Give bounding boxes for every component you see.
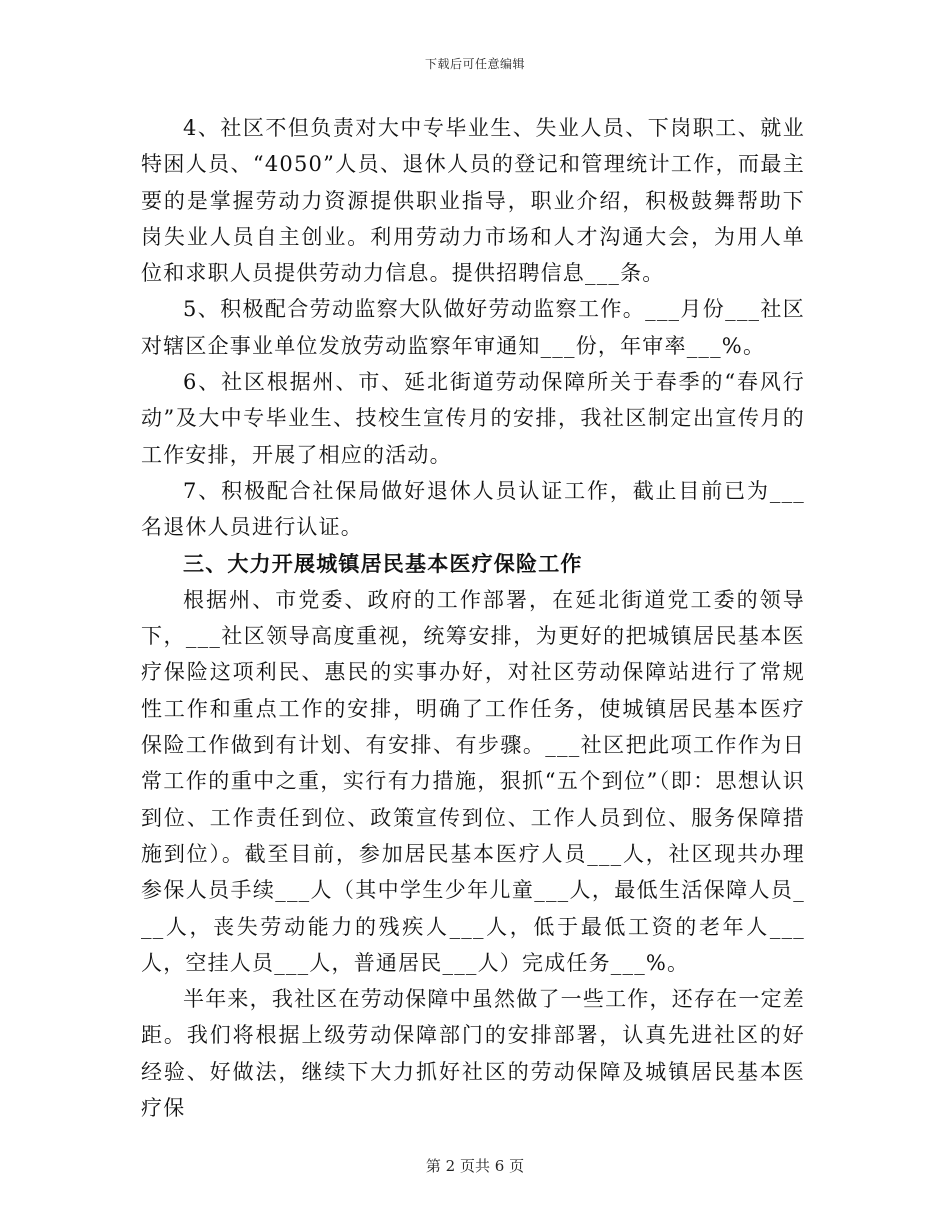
page-header: 下载后可任意编辑 [424,57,525,71]
paragraph-item-7: 7、积极配合社保局做好退休人员认证工作，截止目前已为___名退休人员进行认证。 [141,478,805,540]
paragraph-summary: 半年来，我社区在劳动保障中虽然做了一些工作，还存在一定差距。我们将根据上级劳动保障部门的安排部署，认真先进社区的好经验、好做法，继续下大力抓好社区的劳动保障及城镇居民基本医疗保 [141,987,805,1121]
document-body [141,110,805,1126]
paragraph-medical-insurance: 根据州、市党委、政府的工作部署，在延北街道党工委的领导下，___社区领导高度重视，统筹安排，为更好的把城镇居民基本医疗保险这项利民、惠民的实事办好，对社区劳动保障站进行了常规性工作和重点工作的安排，明确了工作任务，使城镇居民基本医疗保险工作做到有计划、有安排、有步骤。___社区把此项工作作为日常工作的重中之重，实行有力措施，狠抓“五个到位”（即：思想认识到位、工作责任到位、政策宣传到位、工作人员到位、服务保障措施到位）。截至目前，参加居民基本医疗人员___人，社区现共办理参保人员手续___人（其中学生少年儿童___人，最低生活保障人员___人，丧失劳动能力的残疾人___人，低于最低工资的老年人___人，空挂人员___人，普通居民___人）完成任务___%。 [141,587,805,975]
paragraph-item-4: 4、社区不但负责对大中专毕业生、失业人员、下岗职工、就业特困人员、“4050”人员、退休人员的登记和管理统计工作，而最主要的是掌握劳动力资源提供职业指导，职业介绍，积极鼓舞帮助下岗失业人员自主创业。利用劳动力市场和人才沟通大会，为用人单位和求职人员提供劳动力信息。提供招聘信息___条。 [141,116,805,286]
section-heading: 三、大力开展城镇居民基本医疗保险工作 [183,551,583,576]
paragraph-item-5: 5、积极配合劳动监察大队做好劳动监察工作。___月份___社区对辖区企事业单位发放劳动监察年审通知___份，年审率___%。 [141,297,805,358]
page-number: 第 2 页共 6 页 [425,1157,525,1175]
paragraph-item-6: 6、社区根据州、市、延北街道劳动保障所关于春季的“春风行动”及大中专毕业生、技校生宣传月的安排，我社区制定出宣传月的工作安排，开展了相应的活动。 [141,370,805,467]
